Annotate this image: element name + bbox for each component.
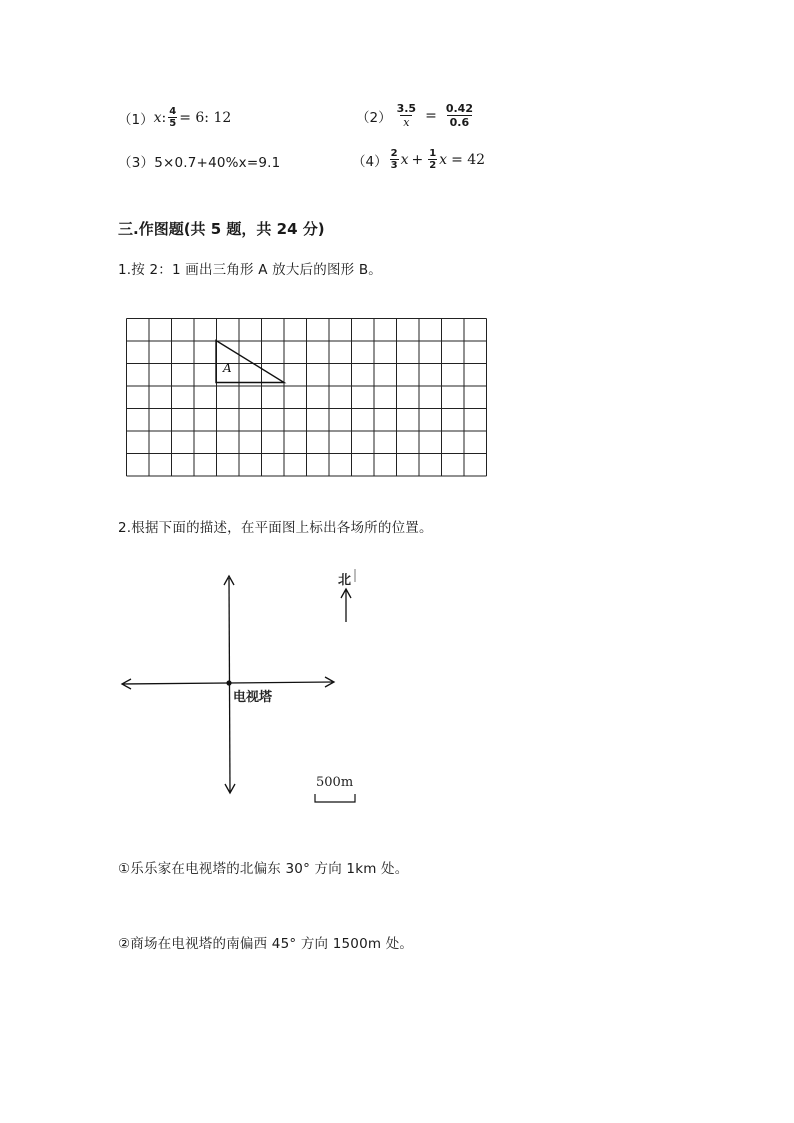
north-label: 北 <box>338 573 352 588</box>
fraction-numerator: 2 <box>390 148 398 159</box>
question-2-text: 2.根据下面的描述，在平面图上标出各场所的位置。 <box>118 520 433 536</box>
equation-3: （3）5×0.7+40%x=9.1 <box>118 155 281 171</box>
section-3-heading: 三.作图题(共 5 题，共 24 分) <box>118 220 325 238</box>
fraction-numerator: 3.5 <box>396 102 417 115</box>
tv-tower-label: 电视塔 <box>233 690 273 705</box>
fraction-numerator: 1 <box>429 148 437 159</box>
tv-tower-point <box>226 680 231 685</box>
equation-4-rest: = 42 <box>451 151 486 168</box>
fraction-denominator: 5 <box>169 118 177 129</box>
equation-2-label: （2） <box>356 109 392 126</box>
fraction-denominator: 2 <box>429 160 437 171</box>
equation-1-rest: = 6: 12 <box>179 109 232 126</box>
fraction-numerator: 4 <box>169 106 177 117</box>
scale-label: 500m <box>316 775 354 790</box>
question-1-text: 1.按 2：1 画出三角形 A 放大后的图形 B。 <box>118 262 383 278</box>
equation-1-variable: x <box>153 109 162 126</box>
equation-1-colon: : <box>161 109 167 126</box>
equation-4-plus: + <box>411 151 424 168</box>
scale-bar <box>315 794 355 802</box>
equation-4-variable-1: x <box>400 151 409 168</box>
fraction-numerator: 0.42 <box>445 102 473 115</box>
question-2-item-2: ②商场在电视塔的南偏西 45° 方向 1500m 处。 <box>118 936 414 952</box>
fraction-denominator: 3 <box>390 160 398 171</box>
question-2-item-1: ①乐乐家在电视塔的北偏东 30° 方向 1km 处。 <box>118 861 409 877</box>
equation-4-label: （4） <box>352 153 388 170</box>
equation-1-label: （1） <box>118 111 154 128</box>
triangle-a-label: A <box>223 361 232 375</box>
equation-2-equals: = <box>425 107 437 124</box>
fraction-denominator: x <box>400 115 412 129</box>
equation-4-variable-2: x <box>439 151 448 168</box>
fraction-denominator: 0.6 <box>447 115 473 129</box>
